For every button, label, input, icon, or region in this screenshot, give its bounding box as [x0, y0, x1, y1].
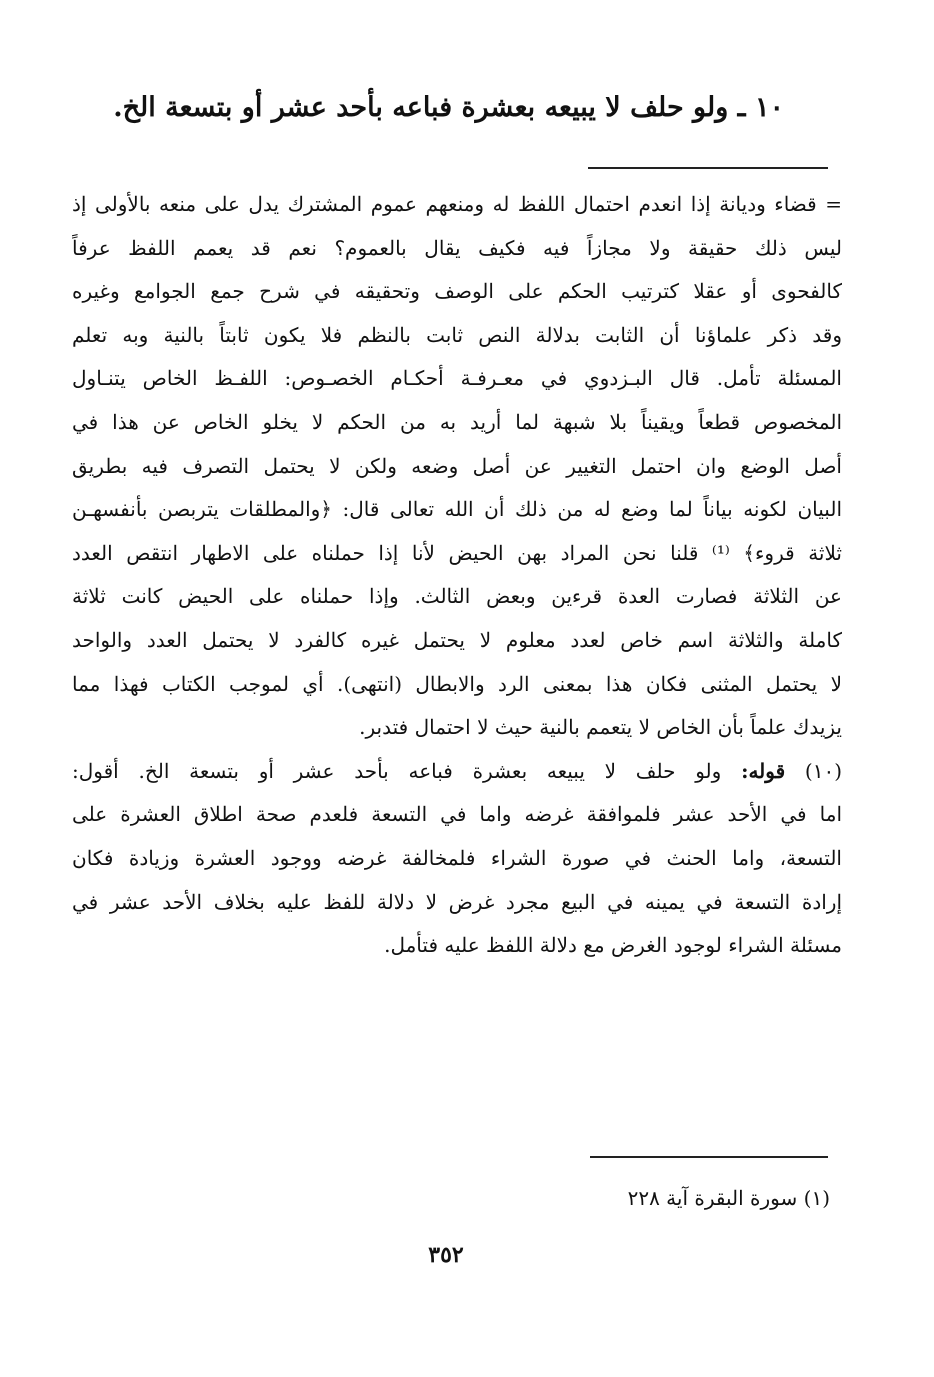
text-line: البيان لكونه بياناً لما وضع له من ذلك أن الله تعالى قال: ﴿والمطلقات يتربصن بأنفسهـن — [72, 497, 842, 522]
section-heading: ١٠ ـ ولو حلف لا يبيعه بعشرة فباعه بأحد عشر أو بتسعة الخ. — [113, 92, 784, 123]
text-line: كاملة والثلاثة اسم خاص لعدد معلوم لا يحتمل غيره كالفرد لا يحتمل العدد والواحد — [72, 627, 842, 652]
separator-rule-footnote — [590, 1156, 828, 1158]
commentary-line: التسعة، واما الحنث في صورة الشراء فلمخالفة غرضه ووجود العشرة وزيادة فكان — [72, 845, 842, 870]
text-line: كالفحوى أو عقلا كترتيب الحكم على الوصف وتحقيقه في شرح جمع الجوامع وغيره — [72, 279, 842, 304]
text-line: عن الثلاثة فصارت العدة قرءين وبعض الثالث. وإذا حملناه على الحيض كانت ثلاثة — [72, 584, 842, 609]
main-text-block — [72, 183, 842, 968]
commentary-line: مسئلة الشراء لوجود الغرض مع دلالة اللفظ عليه فتأمل. — [384, 933, 842, 958]
text-line: = قضاء وديانة إذا انعدم احتمال اللفظ له ومنعهم عموم المشترك يدل على منعه بالأولى إذ — [72, 192, 842, 216]
footnote: (١) سورة البقرة آية ٢٢٨ — [627, 1186, 830, 1210]
separator-rule-top — [588, 167, 828, 169]
text-line: المخصوص قطعاً ويقيناً بلا شبهة لما أريد به من الحكم لا يخلو الخاص عن هذا في — [72, 409, 842, 434]
text-line: ليس ذلك حقيقة ولا مجازاً فيه فكيف يقال بالعموم؟ نعم قد يعمم اللفظ عرفاً — [72, 235, 842, 260]
commentary-first-line — [72, 750, 842, 794]
commentary-line: إرادة التسعة في يمينه في البيع مجرد غرض لا دلالة للفظ عليه بخلاف الأحد عشر في — [72, 889, 842, 914]
text-line: ثلاثة قروء﴾ ⁽¹⁾ قلنا نحن المراد بهن الحيض لأنا إذا حملناه على الاطهار انتقص العدد — [72, 540, 842, 565]
commentary-label: قوله: — [741, 758, 786, 783]
text-line: يزيدك علماً بأن الخاص لا يتعمم بالنية حيث لا احتمال فتدبر. — [359, 715, 842, 740]
text-line: أصل الوضع وان احتمل التغيير عن أصل وضعه ولكن لا يحتمل التصرف فيه بطريق — [72, 453, 842, 478]
commentary-number: (١٠) — [804, 758, 842, 783]
page-number: ٣٥٢ — [428, 1242, 464, 1268]
commentary-text: ولو حلف لا يبيعه بعشرة فباعه بأحد عشر أو بتسعة الخ. أقول: — [72, 758, 722, 783]
text-line: لا يحتمل المثنى فكان هذا بمعنى الرد والابطال (انتهى). أي لموجب الكتاب فهذا مما — [72, 671, 842, 696]
commentary-line: اما في الأحد عشر فلموافقة غرضه واما في التسعة فلعدم صحة اطلاق العشرة على — [72, 802, 842, 827]
text-line: المسئلة تأمل. قال البـزدوي في معـرفـة أحكـام الخصـوص: اللفـظ الخاص يتنـاول — [72, 366, 842, 391]
text-line: وقد ذكر علماؤنا أن الثابت بدلالة النص ثابت بالنظم فلا يكون ثابتاً بالنية وبه تعلم — [72, 322, 842, 347]
